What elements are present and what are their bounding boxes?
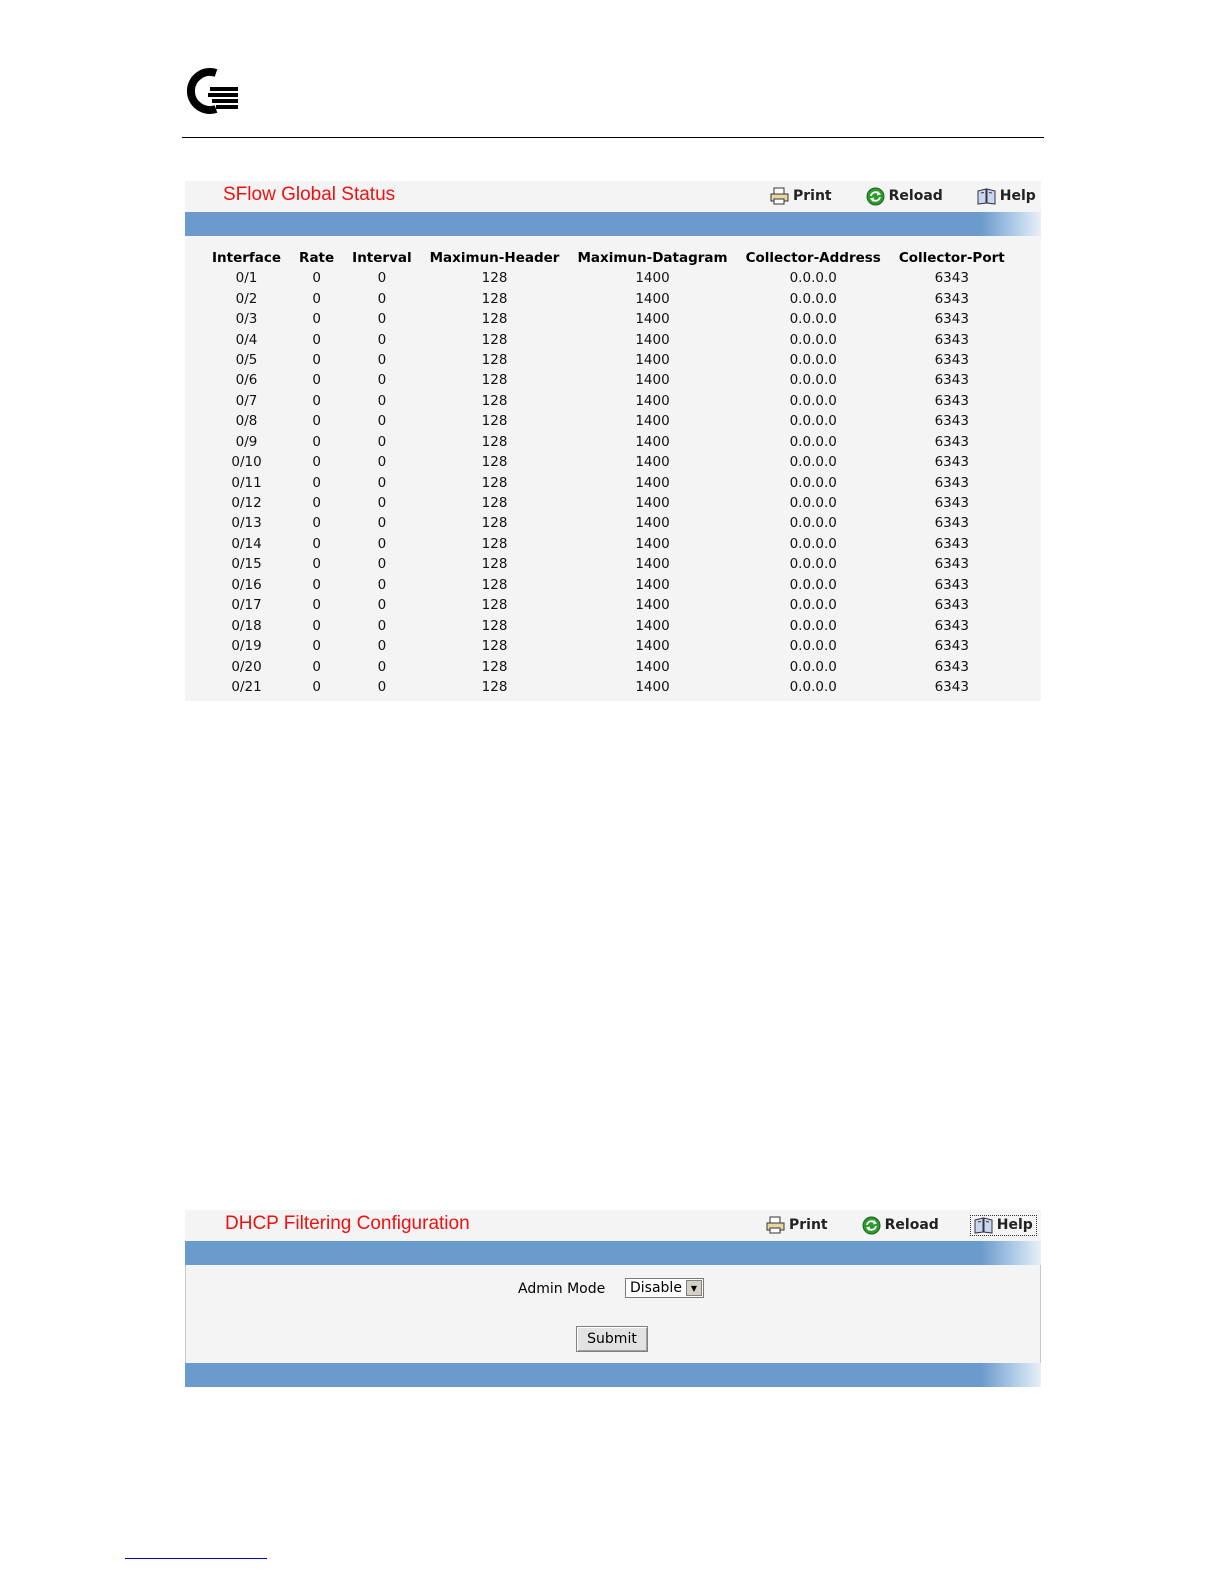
cell-interval: 0 <box>377 597 387 614</box>
cell-collector-port: 6343 <box>934 658 969 675</box>
cell-maximun-header: 128 <box>481 638 508 655</box>
cell-maximun-header: 128 <box>481 556 508 573</box>
cell-maximun-header: 128 <box>481 392 508 409</box>
help-book-icon <box>977 188 996 205</box>
cell-interface: 0/1 <box>235 270 258 287</box>
cell-maximun-header: 128 <box>481 351 508 368</box>
cell-collector-port: 6343 <box>934 617 969 634</box>
cell-collector-address: 0.0.0.0 <box>789 311 837 328</box>
table-row <box>203 554 1014 574</box>
table-row <box>203 268 1014 288</box>
column-header-interface: Interface <box>212 250 282 266</box>
page-title: SFlow Global Status <box>223 184 396 205</box>
table-row <box>203 411 1014 431</box>
cell-interface: 0/19 <box>231 638 262 655</box>
cell-collector-address: 0.0.0.0 <box>789 678 837 695</box>
cell-interval: 0 <box>377 658 387 675</box>
dhcp-reload-button[interactable] <box>859 1215 942 1236</box>
cell-maximun-header: 128 <box>481 617 508 634</box>
cell-rate: 0 <box>312 372 321 389</box>
cell-collector-port: 6343 <box>934 535 969 552</box>
admin-mode-select[interactable] <box>625 1278 704 1298</box>
cell-maximun-header: 128 <box>481 290 508 307</box>
cell-interface: 0/3 <box>235 311 258 328</box>
cell-rate: 0 <box>312 433 321 450</box>
cell-maximun-header: 128 <box>481 270 508 287</box>
cell-interface: 0/10 <box>231 454 262 471</box>
table-row <box>203 432 1014 452</box>
footnote-divider <box>125 1558 267 1559</box>
table-row <box>203 350 1014 370</box>
cell-rate: 0 <box>312 597 321 614</box>
cell-collector-port: 6343 <box>934 372 969 389</box>
cell-rate: 0 <box>312 454 321 471</box>
cell-interface: 0/17 <box>231 597 262 614</box>
cell-interface: 0/7 <box>235 392 258 409</box>
cell-maximun-header: 128 <box>481 372 508 389</box>
dhcp-form <box>185 1265 1041 1363</box>
cell-interval: 0 <box>377 433 387 450</box>
sflow-title-row <box>185 181 1041 212</box>
cell-maximun-header: 128 <box>481 515 508 532</box>
dhcp-help-label: Help <box>996 1217 1033 1233</box>
cell-maximun-header: 128 <box>481 331 508 348</box>
cell-maximun-datagram: 1400 <box>635 351 670 368</box>
cell-collector-port: 6343 <box>934 678 969 695</box>
table-row <box>203 575 1014 595</box>
cell-maximun-datagram: 1400 <box>635 413 670 430</box>
cell-collector-address: 0.0.0.0 <box>789 576 837 593</box>
reload-icon <box>866 187 885 206</box>
cell-maximun-header: 128 <box>481 535 508 552</box>
cell-rate: 0 <box>312 678 321 695</box>
cell-maximun-datagram: 1400 <box>635 576 670 593</box>
cell-interval: 0 <box>377 392 387 409</box>
sflow-status-panel <box>185 181 1041 701</box>
cell-collector-port: 6343 <box>934 454 969 471</box>
cell-interface: 0/6 <box>235 372 258 389</box>
column-header-interval: Interval <box>352 250 412 266</box>
cell-interval: 0 <box>377 331 387 348</box>
cell-interface: 0/16 <box>231 576 262 593</box>
cell-interval: 0 <box>377 576 387 593</box>
cell-maximun-header: 128 <box>481 658 508 675</box>
cell-rate: 0 <box>312 331 321 348</box>
reload-label: Reload <box>888 188 943 204</box>
cell-collector-port: 6343 <box>934 556 969 573</box>
cell-interval: 0 <box>377 290 387 307</box>
reload-button[interactable] <box>863 186 946 207</box>
cell-collector-address: 0.0.0.0 <box>789 433 837 450</box>
cell-collector-port: 6343 <box>934 392 969 409</box>
cell-interface: 0/2 <box>235 290 258 307</box>
cell-interface: 0/13 <box>231 515 262 532</box>
column-header-collector-address: Collector-Address <box>745 250 881 266</box>
column-header-maximun-datagram: Maximun-Datagram <box>577 250 728 266</box>
cell-interface: 0/4 <box>235 331 258 348</box>
cell-collector-address: 0.0.0.0 <box>789 638 837 655</box>
cell-interval: 0 <box>377 474 387 491</box>
cell-collector-port: 6343 <box>934 433 969 450</box>
cell-rate: 0 <box>312 535 321 552</box>
sflow-header-bar <box>185 212 1041 236</box>
cell-maximun-datagram: 1400 <box>635 270 670 287</box>
cell-interval: 0 <box>377 454 387 471</box>
reload-icon <box>862 1216 881 1235</box>
cell-maximun-header: 128 <box>481 495 508 512</box>
cell-interval: 0 <box>377 678 387 695</box>
cell-interface: 0/21 <box>231 678 262 695</box>
cell-interface: 0/9 <box>235 433 258 450</box>
dhcp-print-button[interactable] <box>763 1215 831 1235</box>
cell-maximun-datagram: 1400 <box>635 535 670 552</box>
table-row <box>203 472 1014 492</box>
cell-rate: 0 <box>312 556 321 573</box>
table-row <box>203 309 1014 329</box>
column-header-maximun-header: Maximun-Header <box>429 250 560 266</box>
print-label: Print <box>793 188 832 204</box>
table-row <box>203 595 1014 615</box>
admin-mode-value: Disable <box>630 1280 682 1296</box>
chevron-down-icon[interactable]: ▼ <box>686 1280 702 1296</box>
table-row <box>203 329 1014 349</box>
table-row <box>203 636 1014 656</box>
cell-interface: 0/15 <box>231 556 262 573</box>
cell-maximun-datagram: 1400 <box>635 678 670 695</box>
submit-button[interactable]: Submit <box>576 1326 648 1352</box>
cell-collector-port: 6343 <box>934 597 969 614</box>
cell-rate: 0 <box>312 290 321 307</box>
header-divider <box>182 137 1044 138</box>
cell-maximun-datagram: 1400 <box>635 454 670 471</box>
admin-mode-label: Admin Mode <box>518 1281 606 1297</box>
brand-logo-icon <box>186 64 240 116</box>
cell-maximun-datagram: 1400 <box>635 556 670 573</box>
cell-rate: 0 <box>312 576 321 593</box>
cell-collector-address: 0.0.0.0 <box>789 658 837 675</box>
cell-rate: 0 <box>312 474 321 491</box>
cell-rate: 0 <box>312 638 321 655</box>
cell-collector-address: 0.0.0.0 <box>789 351 837 368</box>
cell-maximun-datagram: 1400 <box>635 290 670 307</box>
cell-maximun-datagram: 1400 <box>635 515 670 532</box>
cell-maximun-datagram: 1400 <box>635 311 670 328</box>
cell-interval: 0 <box>377 617 387 634</box>
cell-collector-address: 0.0.0.0 <box>789 290 837 307</box>
cell-collector-address: 0.0.0.0 <box>789 495 837 512</box>
cell-rate: 0 <box>312 270 321 287</box>
table-row <box>203 677 1014 697</box>
dhcp-filtering-panel <box>185 1210 1041 1387</box>
cell-interval: 0 <box>377 413 387 430</box>
table-row <box>203 370 1014 390</box>
printer-icon <box>770 187 789 205</box>
cell-collector-port: 6343 <box>934 311 969 328</box>
cell-collector-address: 0.0.0.0 <box>789 454 837 471</box>
cell-interval: 0 <box>377 515 387 532</box>
cell-interval: 0 <box>377 495 387 512</box>
cell-interval: 0 <box>377 372 387 389</box>
cell-maximun-header: 128 <box>481 413 508 430</box>
dhcp-toolbar <box>763 1214 1037 1236</box>
cell-maximun-header: 128 <box>481 576 508 593</box>
dhcp-page-title: DHCP Filtering Configuration <box>225 1213 470 1234</box>
cell-collector-port: 6343 <box>934 290 969 307</box>
table-row <box>203 493 1014 513</box>
cell-interface: 0/18 <box>231 617 262 634</box>
cell-maximun-header: 128 <box>481 474 508 491</box>
cell-collector-address: 0.0.0.0 <box>789 515 837 532</box>
column-header-rate: Rate <box>299 250 335 266</box>
cell-maximun-datagram: 1400 <box>635 474 670 491</box>
cell-maximun-datagram: 1400 <box>635 658 670 675</box>
cell-collector-port: 6343 <box>934 576 969 593</box>
cell-collector-address: 0.0.0.0 <box>789 372 837 389</box>
cell-maximun-header: 128 <box>481 597 508 614</box>
cell-interface: 0/11 <box>231 474 262 491</box>
cell-collector-port: 6343 <box>934 495 969 512</box>
cell-collector-address: 0.0.0.0 <box>789 597 837 614</box>
cell-maximun-header: 128 <box>481 311 508 328</box>
cell-maximun-datagram: 1400 <box>635 372 670 389</box>
cell-rate: 0 <box>312 515 321 532</box>
table-row <box>203 656 1014 676</box>
cell-interface: 0/5 <box>235 351 258 368</box>
cell-interface: 0/12 <box>231 495 262 512</box>
sflow-table-body <box>203 268 1014 697</box>
cell-collector-address: 0.0.0.0 <box>789 556 837 573</box>
dhcp-title-row <box>185 1210 1041 1241</box>
cell-collector-address: 0.0.0.0 <box>789 392 837 409</box>
table-row <box>203 452 1014 472</box>
table-row <box>203 615 1014 635</box>
sflow-table-area <box>185 236 1041 701</box>
cell-rate: 0 <box>312 351 321 368</box>
cell-maximun-datagram: 1400 <box>635 433 670 450</box>
table-row <box>203 391 1014 411</box>
cell-collector-address: 0.0.0.0 <box>789 413 837 430</box>
cell-interval: 0 <box>377 270 387 287</box>
cell-maximun-datagram: 1400 <box>635 392 670 409</box>
cell-collector-port: 6343 <box>934 515 969 532</box>
cell-interval: 0 <box>377 638 387 655</box>
dhcp-footer-bar <box>185 1363 1041 1387</box>
table-header-row <box>203 248 1014 268</box>
cell-maximun-datagram: 1400 <box>635 638 670 655</box>
cell-collector-port: 6343 <box>934 331 969 348</box>
cell-rate: 0 <box>312 658 321 675</box>
cell-interval: 0 <box>377 311 387 328</box>
cell-collector-address: 0.0.0.0 <box>789 617 837 634</box>
cell-maximun-datagram: 1400 <box>635 495 670 512</box>
cell-rate: 0 <box>312 495 321 512</box>
cell-collector-address: 0.0.0.0 <box>789 474 837 491</box>
cell-collector-port: 6343 <box>934 351 969 368</box>
table-row <box>203 288 1014 308</box>
cell-collector-address: 0.0.0.0 <box>789 331 837 348</box>
printer-icon <box>766 1216 785 1234</box>
cell-maximun-header: 128 <box>481 454 508 471</box>
column-header-collector-port: Collector-Port <box>898 250 1005 266</box>
cell-interval: 0 <box>377 556 387 573</box>
dhcp-header-bar <box>185 1241 1041 1265</box>
cell-collector-port: 6343 <box>934 474 969 491</box>
cell-interval: 0 <box>377 351 387 368</box>
cell-collector-port: 6343 <box>934 270 969 287</box>
help-button[interactable] <box>974 187 1039 206</box>
cell-rate: 0 <box>312 413 321 430</box>
dhcp-print-label: Print <box>789 1217 828 1233</box>
cell-maximun-datagram: 1400 <box>635 597 670 614</box>
help-label: Help <box>999 188 1036 204</box>
print-button[interactable] <box>767 186 835 206</box>
cell-collector-port: 6343 <box>934 638 969 655</box>
cell-collector-address: 0.0.0.0 <box>789 535 837 552</box>
sflow-status-table <box>203 248 1014 697</box>
cell-rate: 0 <box>312 311 321 328</box>
cell-interval: 0 <box>377 535 387 552</box>
cell-collector-port: 6343 <box>934 413 969 430</box>
cell-maximun-datagram: 1400 <box>635 331 670 348</box>
cell-maximun-header: 128 <box>481 678 508 695</box>
sflow-toolbar <box>767 185 1039 207</box>
cell-collector-address: 0.0.0.0 <box>789 270 837 287</box>
table-row <box>203 513 1014 533</box>
table-row <box>203 534 1014 554</box>
dhcp-help-button[interactable] <box>970 1215 1037 1236</box>
cell-rate: 0 <box>312 392 321 409</box>
cell-interface: 0/14 <box>231 535 262 552</box>
dhcp-reload-label: Reload <box>884 1217 939 1233</box>
cell-interface: 0/20 <box>231 658 262 675</box>
cell-maximun-header: 128 <box>481 433 508 450</box>
help-book-icon <box>974 1217 993 1234</box>
cell-interface: 0/8 <box>235 413 258 430</box>
cell-rate: 0 <box>312 617 321 634</box>
cell-maximun-datagram: 1400 <box>635 617 670 634</box>
